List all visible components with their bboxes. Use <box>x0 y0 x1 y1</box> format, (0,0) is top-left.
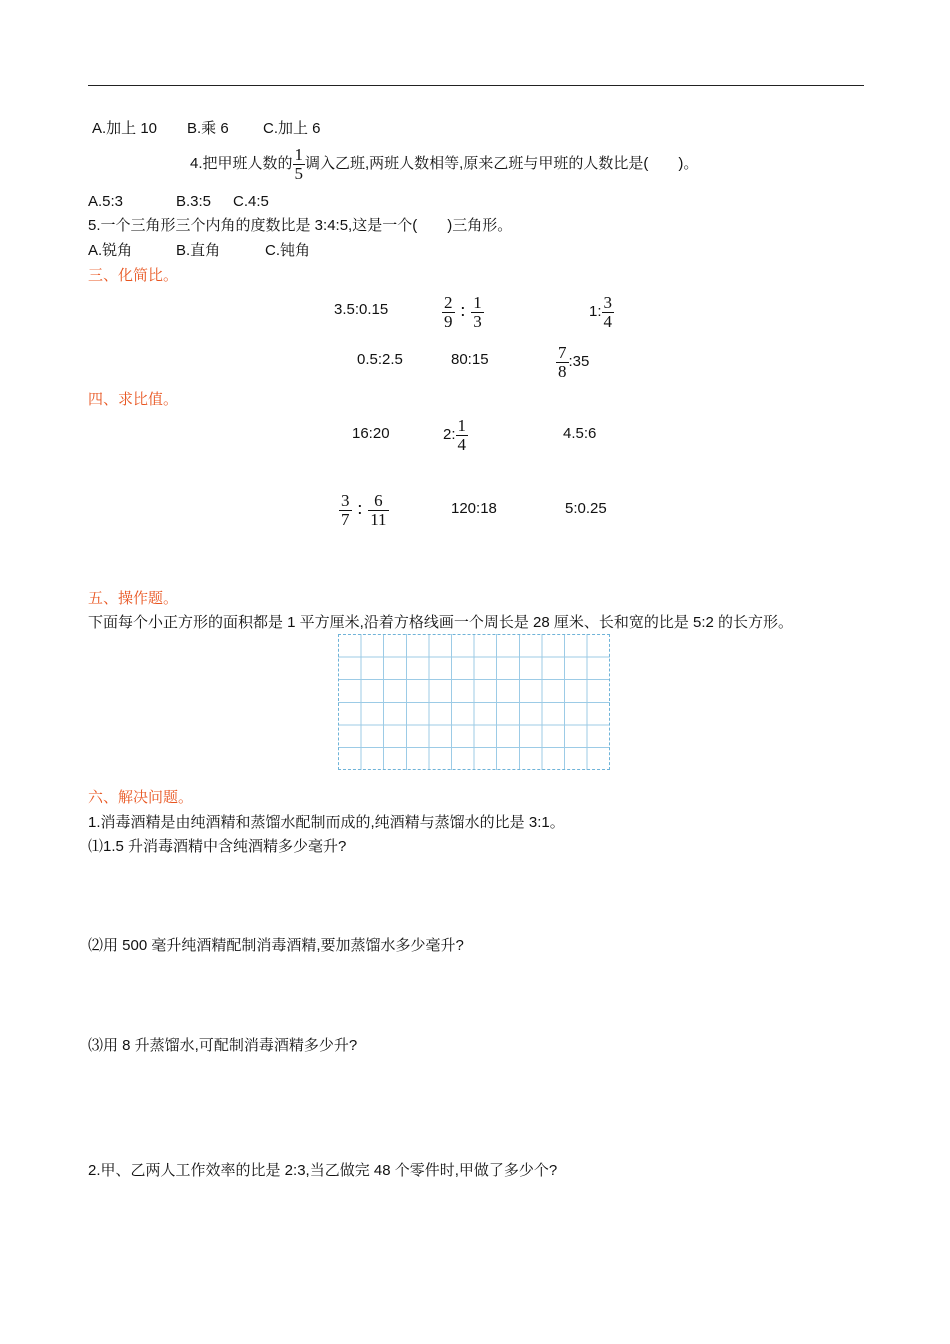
q5-option-b: B.直角 <box>176 242 221 259</box>
square-grid[interactable] <box>338 634 610 770</box>
section-3-title: 三、化简比。 <box>88 267 179 284</box>
s3-item-3: 1: $\frac{3}{4}$ <box>589 292 613 331</box>
s3-item-1: 3.5:0.15 <box>334 301 389 318</box>
section-4-title: 四、求比值。 <box>88 391 179 408</box>
s5-instruction: 下面每个小正方形的面积都是 1 平方厘米,沿着方格线画一个周长是 28 厘米、长和宽的比是 5:2 的长方形。 <box>88 614 794 631</box>
header-rule <box>88 85 864 86</box>
s4-item-4: $\frac{3}{7}$ ∶ $\frac{6}{11}$ <box>341 490 387 529</box>
q3-option-c: C.加上 6 <box>263 120 321 137</box>
q3-option-a: A.加上 10 <box>92 120 158 137</box>
section-6-title: 六、解决问题。 <box>88 789 194 806</box>
s6-problem-1: 1.消毒酒精是由纯酒精和蒸馏水配制而成的,纯酒精与蒸馏水的比是 3:1。 <box>88 814 565 831</box>
s6-problem-1b: ⑵用 500 毫升纯酒精配制消毒酒精,要加蒸馏水多少毫升? <box>88 937 464 954</box>
s4-item-2: 2: $\frac{1}{4}$ <box>443 415 467 454</box>
q5-option-a: A.锐角 <box>88 242 133 259</box>
s4-item-5: 120:18 <box>451 500 497 517</box>
s3-item-6: $\frac{7}{8}$ :35 <box>558 342 590 381</box>
s6-problem-2: 2.甲、乙两人工作效率的比是 2:3,当乙做完 48 个零件时,甲做了多少个? <box>88 1162 558 1179</box>
s3-item-5: 80:15 <box>451 351 489 368</box>
q4-option-c: C.4:5 <box>233 193 269 210</box>
section-5-title: 五、操作题。 <box>88 590 179 607</box>
q5-option-c: C.钝角 <box>265 242 311 259</box>
q3-option-b: B.乘 6 <box>187 120 229 137</box>
question-4 <box>190 144 698 184</box>
s4-item-3: 4.5:6 <box>563 425 597 442</box>
s4-item-1: 16:20 <box>352 425 390 442</box>
s6-problem-1a: ⑴1.5 升消毒酒精中含纯酒精多少毫升? <box>88 838 347 855</box>
s3-item-2: $\frac{2}{9}$ ∶ $\frac{1}{3}$ <box>444 292 482 331</box>
q4-option-a: A.5:3 <box>88 193 124 210</box>
q4-prefix: 4.把甲班人数的 <box>190 155 293 172</box>
s4-item-6: 5:0.25 <box>565 500 607 517</box>
s6-problem-1c: ⑶用 8 升蒸馏水,可配制消毒酒精多少升? <box>88 1037 358 1054</box>
s3-item-4: 0.5:2.5 <box>357 351 403 368</box>
q4-option-b: B.3:5 <box>176 193 212 210</box>
q4-suffix: 调入乙班,两班人数相等,原来乙班与甲班的人数比是( )。 <box>305 155 699 172</box>
q4-fraction: $\frac{1}{5}$ <box>294 144 304 183</box>
question-5: 5.一个三角形三个内角的度数比是 3:4:5,这是一个( )三角形。 <box>88 217 513 234</box>
